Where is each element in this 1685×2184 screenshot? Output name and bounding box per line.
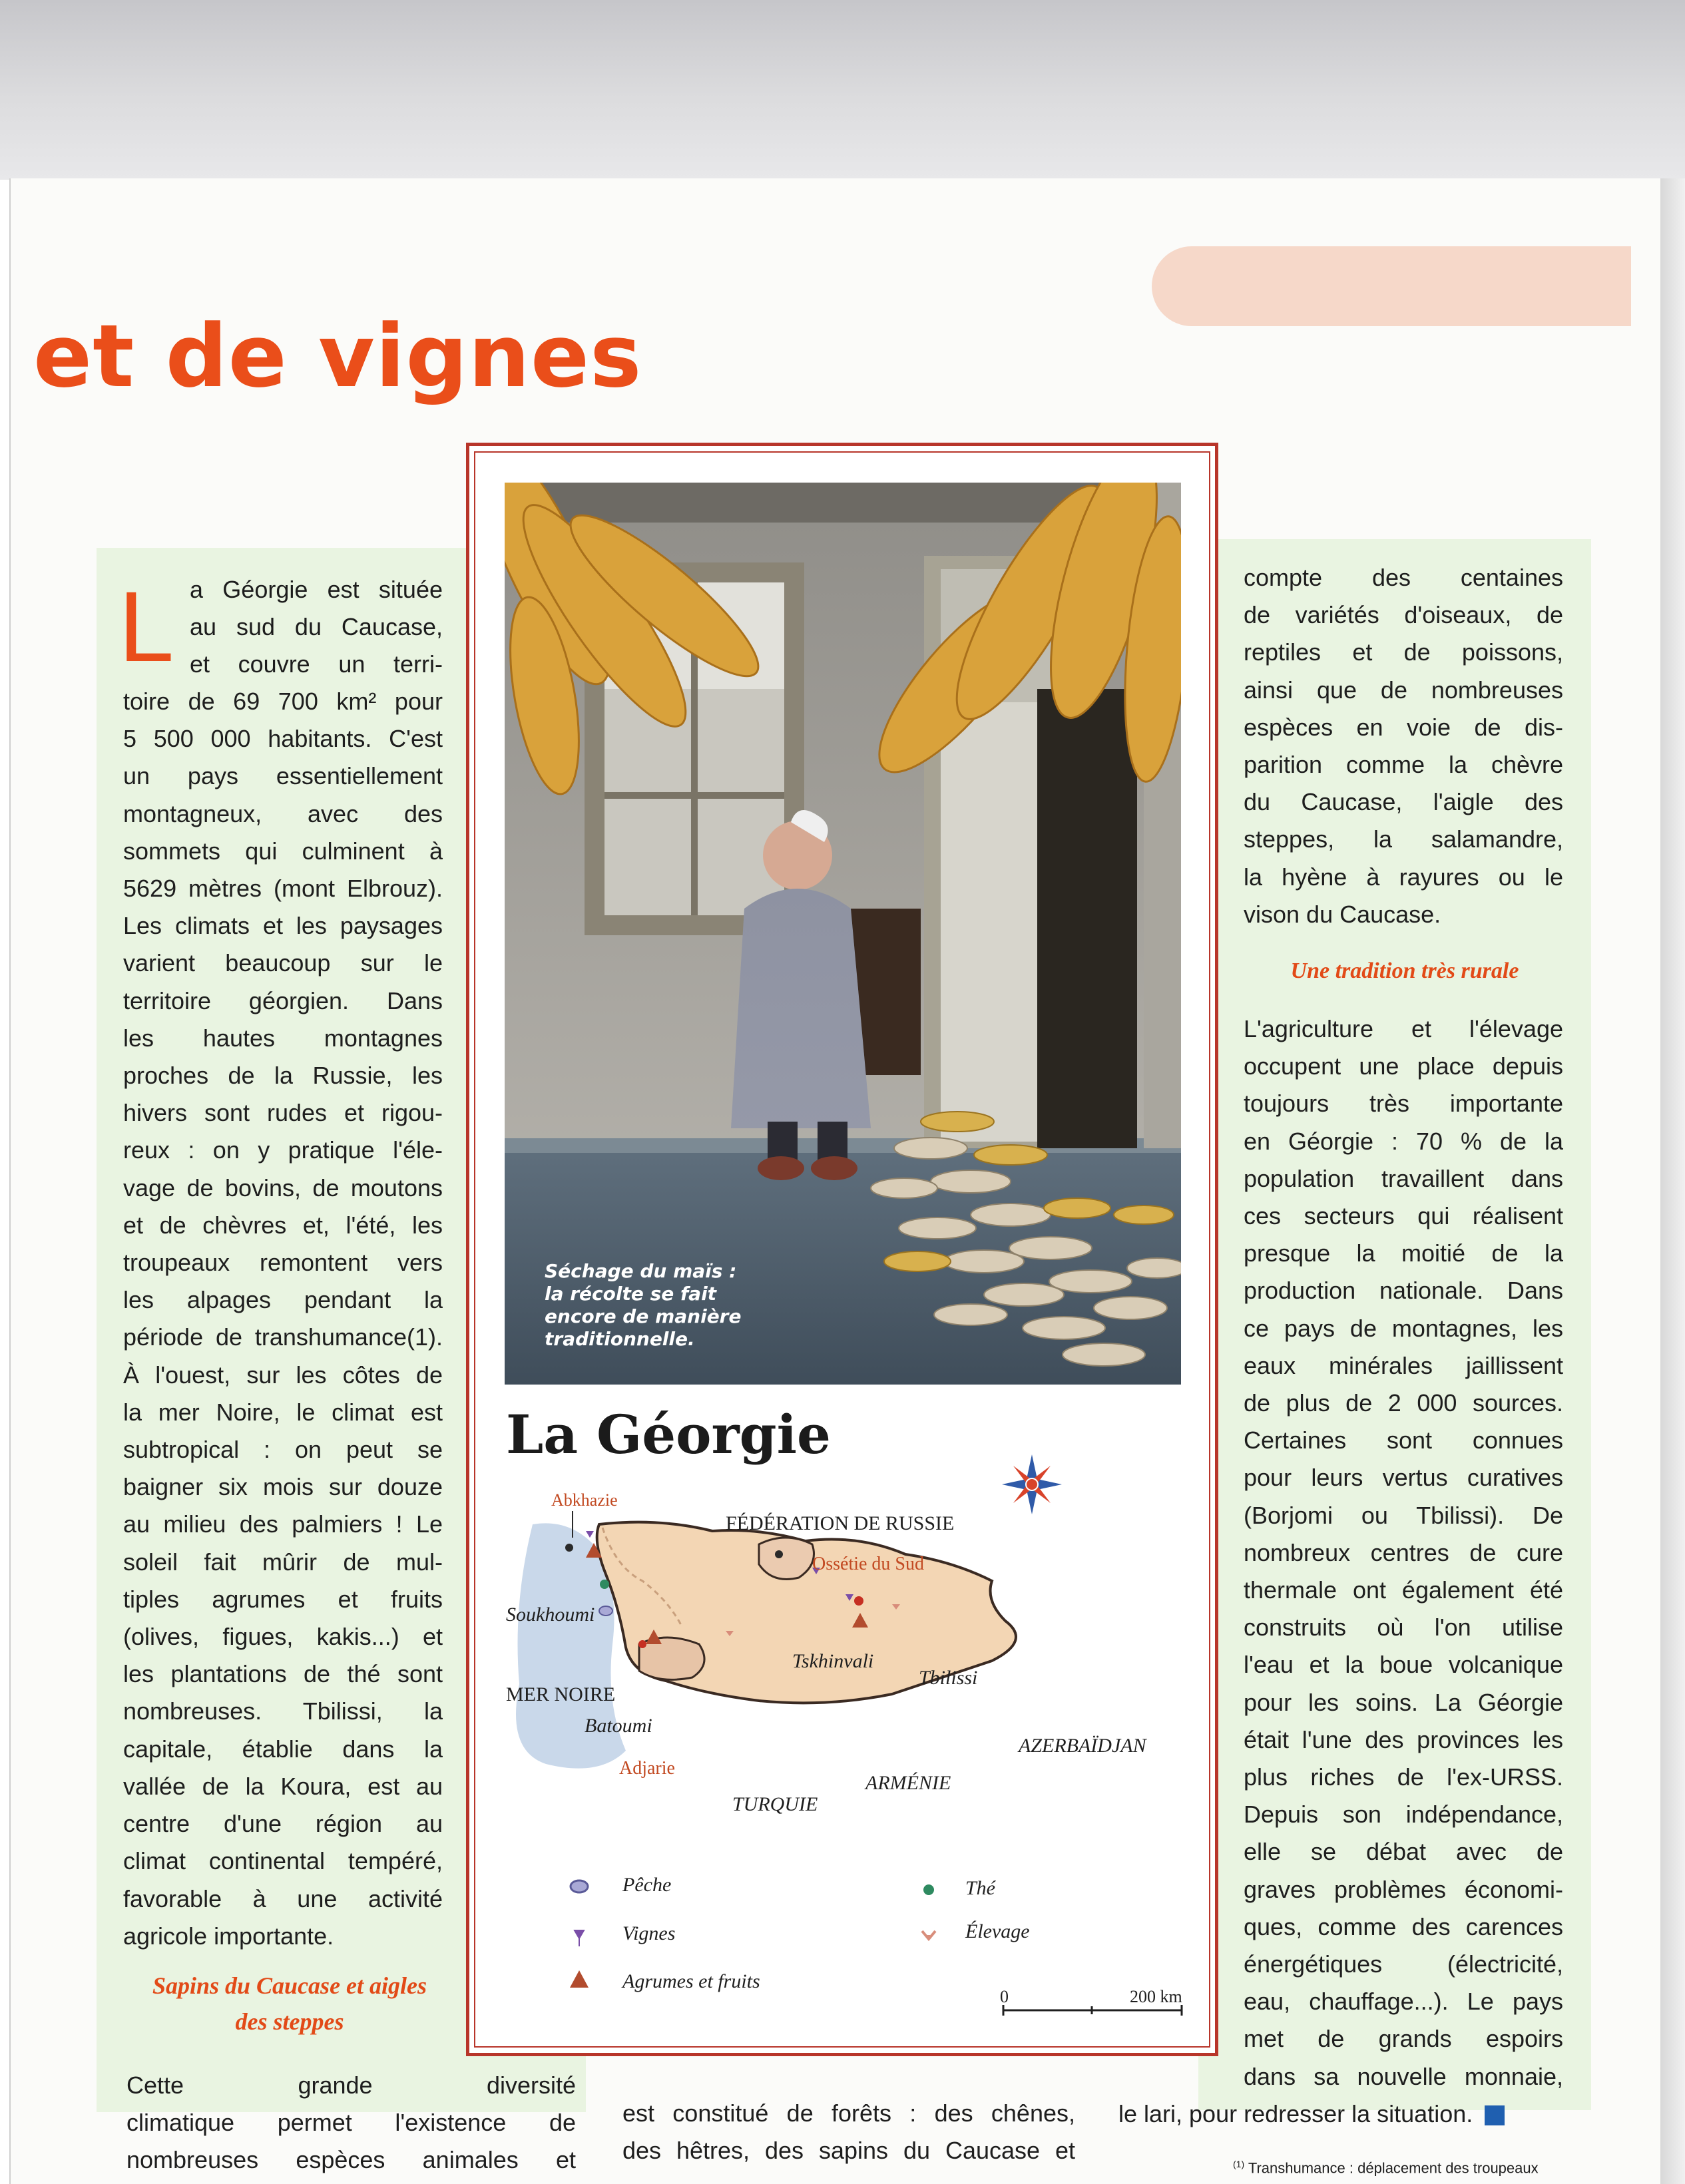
label-russia: FÉDÉRATION DE RUSSIE bbox=[726, 1512, 955, 1534]
text-line: elle se débat avec de bbox=[1244, 1838, 1563, 1866]
text-line: les hautes montagnes bbox=[123, 1024, 443, 1052]
text-line: en Géorgie : 70 % de la bbox=[1244, 1127, 1563, 1155]
text-line: agricole importante. bbox=[123, 1922, 334, 1950]
south-ossetia-area bbox=[759, 1538, 814, 1580]
text-line: ainsi que de nombreuses bbox=[1244, 676, 1563, 704]
text-line: de variétés d'oiseaux, de bbox=[1244, 601, 1563, 629]
page-title: et de vignes bbox=[33, 306, 642, 407]
left-lead-lines bbox=[190, 571, 443, 684]
vignes-icon bbox=[575, 1930, 584, 1946]
scale-start: 0 bbox=[1000, 1987, 1009, 2006]
text-line: dans sa nouvelle monnaie, bbox=[1244, 2062, 1563, 2090]
the-icon bbox=[923, 1884, 934, 1895]
text-line: montagneux, avec des bbox=[123, 799, 443, 827]
compass-rose-icon bbox=[1002, 1454, 1062, 1514]
text-line: hivers sont rudes et rigou- bbox=[123, 1099, 443, 1127]
text-line: climatique permet l'existence de bbox=[126, 2109, 576, 2136]
text-line: la hyène à rayures ou le bbox=[1244, 863, 1563, 891]
the-marker bbox=[600, 1580, 609, 1589]
footnote bbox=[1233, 2159, 1539, 2177]
text-line: pour les soins. La Géorgie bbox=[1244, 1688, 1563, 1716]
right-column-top-text bbox=[1244, 559, 1563, 933]
text-line: proches de la Russie, les bbox=[123, 1062, 443, 1090]
text-line: centre d'une région au bbox=[123, 1810, 443, 1838]
caption-line: la récolte se fait bbox=[545, 1283, 717, 1305]
text-line: est constitué de forêts : des chênes, bbox=[622, 2099, 1075, 2127]
text-line: parition comme la chèvre bbox=[1244, 751, 1563, 779]
text-line: nombreux centres de cure bbox=[1244, 1538, 1563, 1566]
photo-caption bbox=[545, 1260, 811, 1351]
subhead-line: Sapins du Caucase et aigles bbox=[152, 1972, 427, 1999]
text-line: espèces en voie de dis- bbox=[1244, 713, 1563, 741]
text-line: Les climats et les paysages bbox=[123, 912, 443, 940]
text-line: climat continental tempéré, bbox=[123, 1847, 443, 1875]
text-line: reptiles et de poissons, bbox=[1244, 638, 1563, 666]
label-soukhoumi: Soukhoumi bbox=[506, 1604, 595, 1626]
text-line: L'agriculture et l'élevage bbox=[1244, 1015, 1563, 1042]
text-line: Depuis son indépendance, bbox=[1244, 1801, 1563, 1829]
text-line: eau, chauffage...). Le pays bbox=[1244, 1988, 1563, 2016]
label-adjarie: Adjarie bbox=[619, 1758, 675, 1779]
tskhinvali-dot bbox=[775, 1550, 783, 1558]
legend-the: Thé bbox=[965, 1877, 995, 1899]
text-line: troupeaux remontent vers bbox=[123, 1249, 443, 1277]
peche-marker bbox=[599, 1606, 612, 1616]
legend-agrumes: Agrumes et fruits bbox=[622, 1970, 760, 1992]
text-line: eaux minérales jaillissent bbox=[1244, 1351, 1563, 1379]
text-line: vage de bovins, de moutons bbox=[123, 1174, 443, 1201]
text-line: reux : on y pratique l'éle- bbox=[123, 1136, 443, 1164]
text-line: favorable à une activité bbox=[123, 1884, 443, 1912]
label-batoumi: Batoumi bbox=[585, 1715, 652, 1737]
text-line: les plantations de thé sont bbox=[123, 1660, 443, 1688]
text-line: tiples agrumes et fruits bbox=[123, 1585, 443, 1613]
text-line: a Géorgie est située bbox=[190, 576, 443, 603]
end-of-article-mark bbox=[1485, 2105, 1505, 2125]
text-line: la mer Noire, le climat est bbox=[123, 1398, 443, 1426]
tbilissi-dot bbox=[854, 1596, 863, 1606]
text-line: baigner six mois sur douze bbox=[123, 1473, 443, 1501]
footnote-text: Transhumance : déplacement des troupeaux bbox=[1248, 2159, 1539, 2177]
text-line: pour leurs vertus curatives bbox=[1244, 1464, 1563, 1492]
legend-vignes: Vignes bbox=[622, 1922, 676, 1944]
legend-peche: Pêche bbox=[622, 1874, 672, 1896]
text-line: était l'une des provinces les bbox=[1244, 1725, 1563, 1753]
text-line: sommets qui culminent à bbox=[123, 837, 443, 865]
text-line: les alpages pendant la bbox=[123, 1286, 443, 1314]
text-line: au milieu des palmiers ! Le bbox=[123, 1510, 443, 1538]
text-line: et couvre un terri- bbox=[190, 650, 443, 678]
legend-symbols-left bbox=[566, 1870, 593, 2044]
right-last-line bbox=[1118, 2095, 1505, 2133]
map-title: La Géorgie bbox=[506, 1403, 831, 1466]
text-line: l'eau et la boue volcanique bbox=[1244, 1651, 1563, 1679]
text-line: thermale ont également été bbox=[1244, 1576, 1563, 1604]
text-line: À l'ouest, sur les côtes de bbox=[123, 1361, 443, 1389]
label-armenie: ARMÉNIE bbox=[865, 1772, 951, 1794]
label-ossetie: Ossétie du Sud bbox=[812, 1554, 924, 1574]
left-subhead bbox=[123, 1968, 456, 2040]
text-line: steppes, la salamandre, bbox=[1244, 825, 1563, 853]
elevage-icon bbox=[922, 1931, 935, 1939]
text-line: vison du Caucase. bbox=[1244, 900, 1441, 928]
text-line: territoire géorgien. Dans bbox=[123, 986, 443, 1014]
caption-line: traditionnelle. bbox=[545, 1328, 695, 1350]
text-line: période de transhumance(1). bbox=[123, 1323, 443, 1351]
label-azerbaidjan: AZERBAÏDJAN bbox=[1019, 1735, 1146, 1757]
text-line: au sud du Caucase, bbox=[190, 613, 443, 641]
text-line: toujours très importante bbox=[1244, 1090, 1563, 1118]
label-tskhinvali: Tskhinvali bbox=[792, 1650, 874, 1672]
label-tbilissi: Tbilissi bbox=[919, 1667, 978, 1689]
text-line: soleil fait mûrir de mul- bbox=[123, 1548, 443, 1576]
left-bottom-text bbox=[126, 2067, 576, 2179]
label-mer-noire: MER NOIRE bbox=[506, 1683, 616, 1705]
map-scale-bar bbox=[1002, 2004, 1188, 2017]
text-line: nombreuses. Tbilissi, la bbox=[123, 1697, 443, 1725]
legend-elevage: Élevage bbox=[965, 1920, 1030, 1942]
georgia-map bbox=[506, 1444, 1185, 1910]
text-line: et de chèvres et, l'été, les bbox=[123, 1211, 443, 1239]
page-edge bbox=[1660, 178, 1685, 2184]
caption-line: Séchage du maïs : bbox=[545, 1260, 737, 1282]
text-line: nombreuses espèces animales et bbox=[126, 2146, 576, 2173]
subhead-line: des steppes bbox=[235, 2008, 344, 2035]
text-line: des hêtres, des sapins du Caucase et bbox=[622, 2137, 1075, 2164]
text-line: ques, comme des carences bbox=[1244, 1912, 1563, 1940]
photo-illustration bbox=[505, 483, 1181, 1385]
text-line: production nationale. Dans bbox=[1244, 1277, 1563, 1305]
text-line: varient beaucoup sur le bbox=[123, 949, 443, 977]
text-line: ces secteurs qui réalisent bbox=[1244, 1202, 1563, 1230]
text-line: occupent une place depuis bbox=[1244, 1052, 1563, 1080]
middle-bottom-text bbox=[622, 2095, 1075, 2169]
text-line: le lari, pour redresser la situation. bbox=[1118, 2100, 1473, 2127]
text-line: un pays essentiellement bbox=[123, 762, 443, 790]
text-line: (Borjomi ou Tbilissi). De bbox=[1244, 1501, 1563, 1529]
label-abkhazie: Abkhazie bbox=[551, 1490, 618, 1510]
text-line: compte des centaines bbox=[1244, 564, 1563, 591]
drop-cap: L bbox=[119, 570, 174, 682]
text-line: Cette grande diversité bbox=[126, 2072, 576, 2099]
text-line: (olives, figues, kakis...) et bbox=[123, 1623, 443, 1651]
vignes-marker bbox=[586, 1531, 594, 1538]
text-line: graves problèmes économi- bbox=[1244, 1875, 1563, 1903]
agrumes-icon bbox=[570, 1970, 589, 1988]
peche-icon bbox=[571, 1880, 588, 1892]
text-line: presque la moitié de la bbox=[1244, 1239, 1563, 1267]
legend-symbols-right bbox=[915, 1874, 942, 1954]
photo-corn-drying bbox=[505, 483, 1181, 1385]
text-line: énergétiques (électricité, bbox=[1244, 1950, 1563, 1978]
text-line: de plus de 2 000 sources. bbox=[1244, 1389, 1563, 1417]
scan-background bbox=[0, 0, 1685, 180]
text-line: Certaines sont connues bbox=[1244, 1426, 1563, 1454]
text-line: ce pays de montagnes, les bbox=[1244, 1314, 1563, 1342]
text-line: capitale, établie dans la bbox=[123, 1735, 443, 1763]
text-line: 5629 mètres (mont Elbrouz). bbox=[123, 875, 443, 903]
text-line: 5 500 000 habitants. C'est bbox=[123, 725, 443, 753]
soukhoumi-dot bbox=[565, 1544, 573, 1552]
text-line: du Caucase, l'aigle des bbox=[1244, 788, 1563, 816]
footnote-mark: (1) bbox=[1233, 2159, 1245, 2169]
text-line: population travaillent dans bbox=[1244, 1164, 1563, 1192]
text-line: vallée de la Koura, est au bbox=[123, 1772, 443, 1800]
left-column-text bbox=[123, 683, 443, 1955]
text-line: subtropical : on peut se bbox=[123, 1436, 443, 1464]
caption-line: encore de manière bbox=[545, 1305, 742, 1327]
scale-end: 200 km bbox=[1130, 1987, 1182, 2006]
text-line: toire de 69 700 km² pour bbox=[123, 688, 443, 715]
text-line: construits où l'on utilise bbox=[1244, 1614, 1563, 1641]
text-line: met de grands espoirs bbox=[1244, 2025, 1563, 2053]
right-subhead: Une tradition très rurale bbox=[1290, 959, 1519, 983]
text-line: plus riches de l'ex-URSS. bbox=[1244, 1763, 1563, 1791]
label-turquie: TURQUIE bbox=[732, 1793, 818, 1815]
batoumi-dot bbox=[638, 1640, 646, 1648]
right-column-text bbox=[1244, 1010, 1563, 2095]
bleed-through-tag bbox=[1152, 246, 1631, 326]
